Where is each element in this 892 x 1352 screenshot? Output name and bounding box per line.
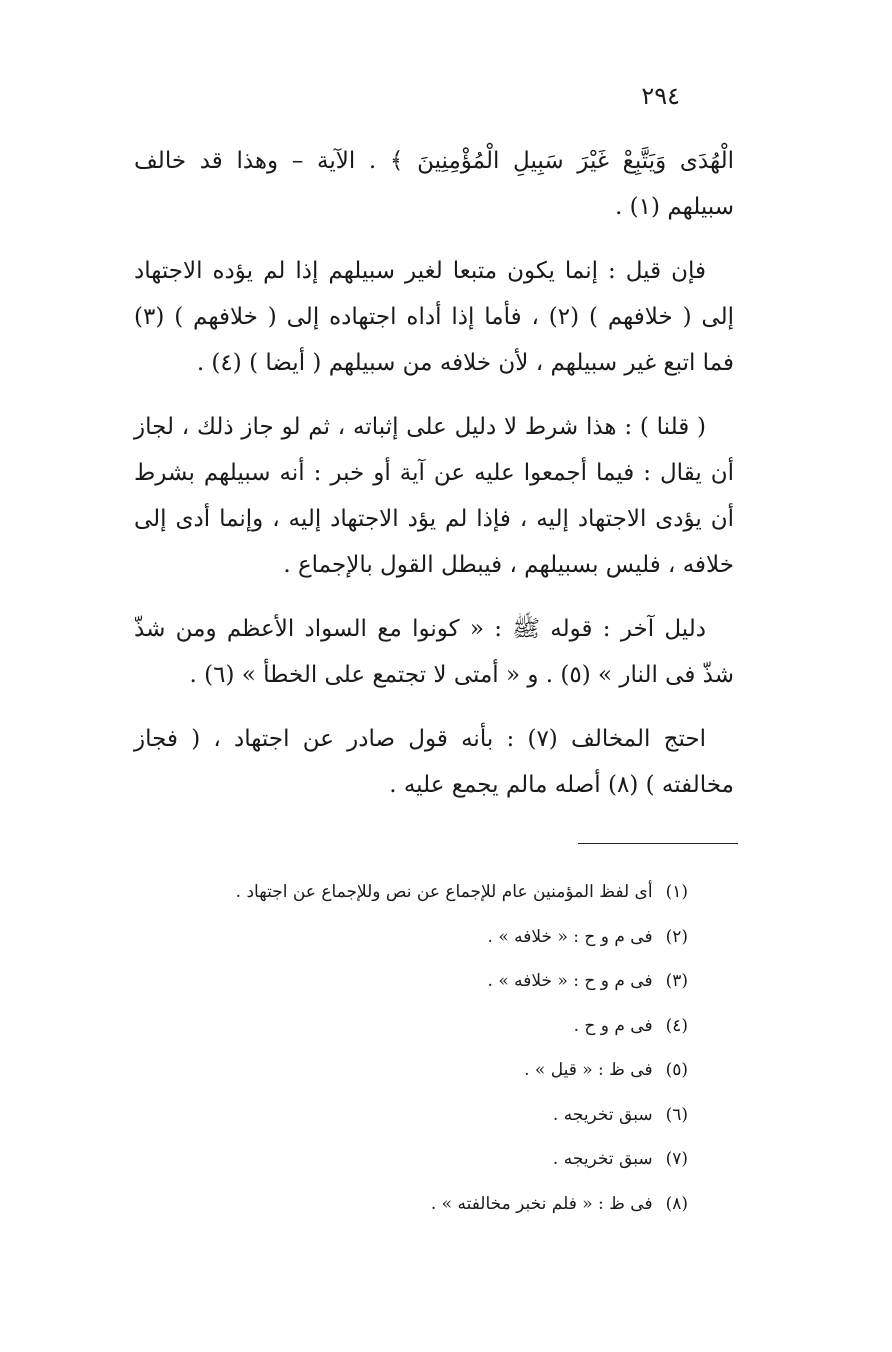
footnote-number: (١): [665, 882, 688, 902]
footnote-number: (٦): [665, 1104, 688, 1125]
paragraph: الْهُدَى وَيَتَّبِعْ غَيْرَ سَبِيلِ الْمُؤْمِنِينَ ﴾ . الآية – وهذا قد خالف سبيلهم (١) .: [134, 148, 734, 220]
footnote-number: (٥): [665, 1060, 688, 1080]
footnote-text: فى ظ : « قيل » .: [524, 1060, 653, 1080]
footnote: [128, 872, 688, 917]
footnote: [128, 1139, 688, 1184]
footnote-number: (٢): [665, 926, 688, 947]
footnote-text: سبق تخريجه .: [552, 1149, 653, 1169]
footnote: [128, 1050, 688, 1095]
footnote-text: أى لفظ المؤمنين عام للإجماع عن نص وللإجماع عن اجتهاد .: [235, 882, 653, 902]
footnote: [128, 961, 688, 1006]
footnote-number: (٧): [665, 1149, 688, 1169]
footnote: [128, 1095, 688, 1140]
footnote: [128, 1006, 688, 1051]
footnote: [128, 917, 688, 962]
paragraph: ( قلنا ) : هذا شرط لا دليل على إثباته ، ثم لو جاز ذلك ، لجاز أن يقال : فيما أجمعوا عليه عن آية أو خبر : أنه سبيلهم بشرط أن يؤدى الاجتهاد إليه ، فإذا لم يؤد الاجتهاد إليه ، وإنما أدى إلى خلافه ، فليس بسبيلهم ، فيبطل القول بالإجماع .: [134, 414, 734, 578]
footnote-text: فى م و ح : « خلافه » .: [487, 971, 653, 991]
paragraph: فإن قيل : إنما يكون متبعا لغير سبيلهم إذا لم يؤده الاجتهاد إلى ( خلافهم ) (٢) ، فأما إذا أداه اجتهاده إلى ( خلافهم ) (٣) فما اتبع غير سبيلهم ، لأن خلافه من سبيلهم ( أيضا ) (٤) .: [134, 258, 735, 376]
footnotes-list: [128, 872, 688, 1228]
footnote: [128, 1184, 688, 1229]
paragraph: دليل آخر : قوله ﷺ : « كونوا مع السواد الأعظم ومن شذّ شذّ فى النار » (٥) . و « أمتى لا تجتمع على الخطأ » (٦) .: [134, 616, 734, 688]
footnote-number: (٤): [665, 1015, 688, 1036]
page-number: ٢٩٤: [641, 82, 680, 110]
footnote-text: سبق تخريجه .: [552, 1104, 653, 1125]
footnote-text: فى م و ح : « خلافه » .: [487, 926, 653, 947]
main-text: [134, 138, 734, 826]
footnote-text: فى ظ : « فلم نخبر مخالفته » .: [430, 1193, 653, 1214]
footnote-number: (٨): [665, 1193, 688, 1214]
paragraph: احتج المخالف (٧) : بأنه قول صادر عن اجتهاد ، ( فجاز مخالفته ) (٨) أصله مالم يجمع عليه .: [134, 726, 734, 798]
footnote-number: (٣): [665, 971, 688, 991]
footnote-text: فى م و ح .: [573, 1015, 653, 1036]
footnote-divider: [578, 843, 738, 844]
